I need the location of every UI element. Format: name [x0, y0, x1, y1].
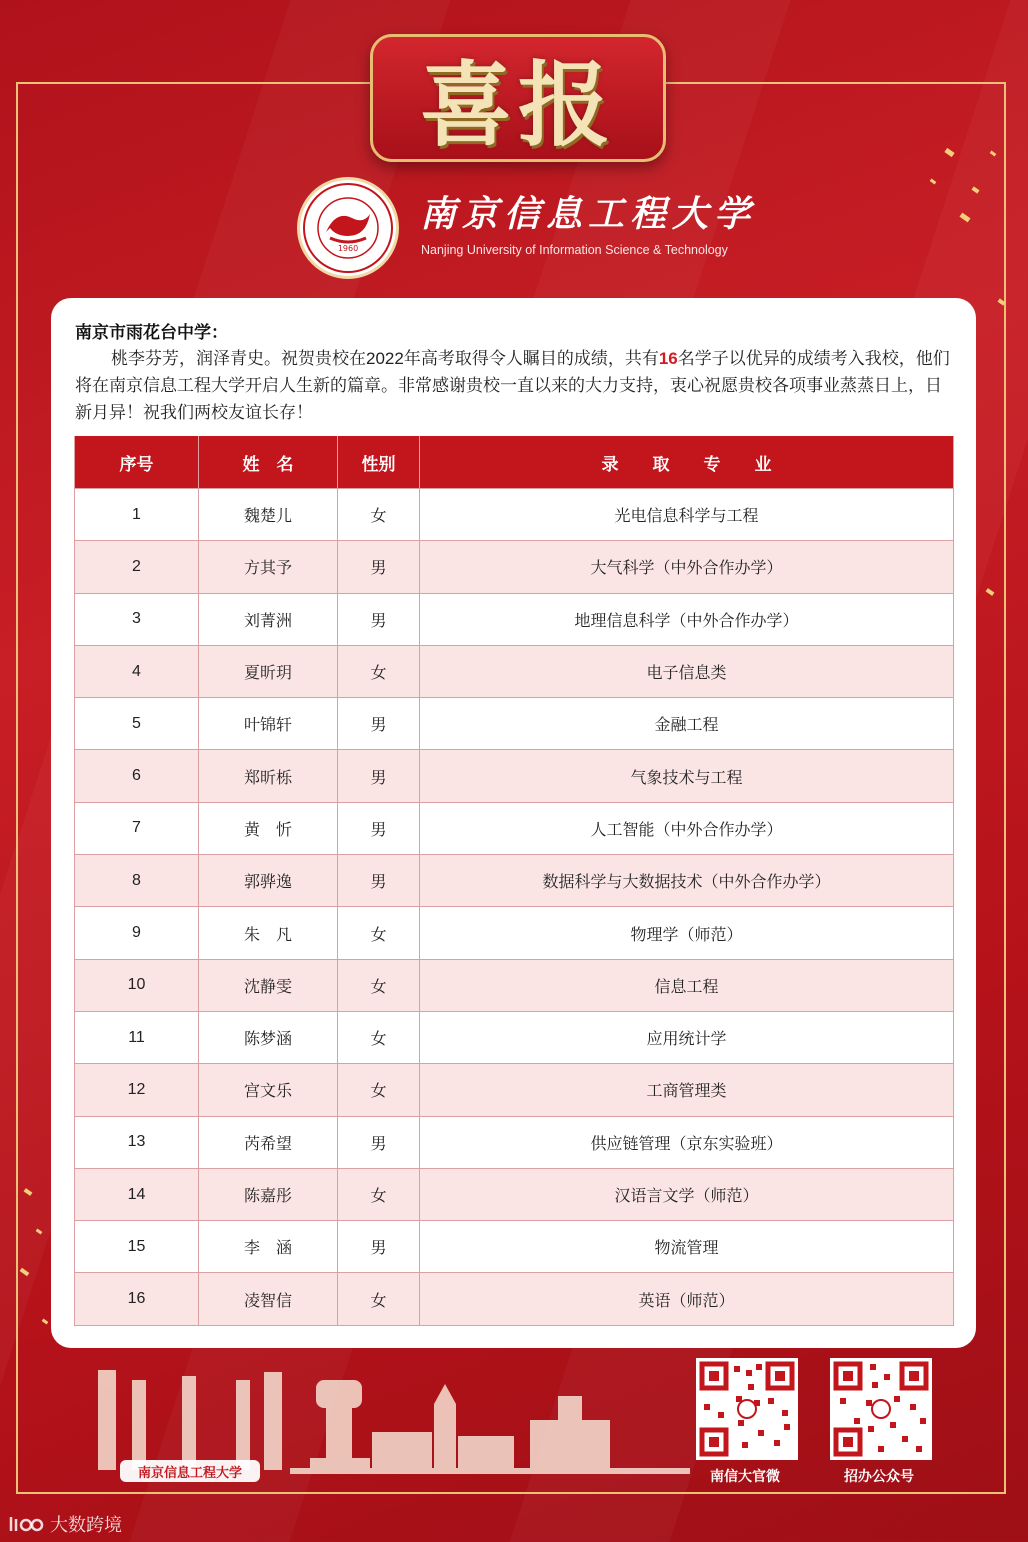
cell-gender: 女	[338, 489, 420, 541]
cell-name: 宫文乐	[199, 1064, 338, 1116]
cell-name: 芮希望	[199, 1116, 338, 1168]
skyline-university-name: 南京信息工程大学	[137, 1466, 243, 1481]
cell-major: 信息工程	[420, 959, 954, 1011]
cell-name: 李 涵	[199, 1221, 338, 1273]
cell-major: 数据科学与大数据技术（中外合作办学）	[420, 855, 954, 907]
cell-index: 3	[75, 593, 199, 645]
cell-name: 郑昕栎	[199, 750, 338, 802]
cell-gender: 男	[338, 855, 420, 907]
cell-index: 15	[75, 1221, 199, 1273]
cell-major: 物理学（师范）	[420, 907, 954, 959]
cell-index: 10	[75, 959, 199, 1011]
cell-index: 9	[75, 907, 199, 959]
cell-name: 叶锦轩	[199, 698, 338, 750]
cell-index: 13	[75, 1116, 199, 1168]
cell-name: 夏昕玥	[199, 645, 338, 697]
qr-caption-weibo: 南信大官微	[710, 1469, 780, 1485]
table-row	[75, 489, 954, 541]
cell-major: 工商管理类	[420, 1064, 954, 1116]
recipient-school: 南京市雨花台中学：	[75, 323, 228, 343]
cell-name: 陈梦涵	[199, 1011, 338, 1063]
cell-name: 朱 凡	[199, 907, 338, 959]
table-row	[75, 645, 954, 697]
cell-index: 14	[75, 1168, 199, 1220]
qr-code-admissions-account[interactable]	[830, 1358, 932, 1460]
cell-gender: 男	[338, 698, 420, 750]
cell-major: 物流管理	[420, 1221, 954, 1273]
header-gender: 性别	[338, 436, 420, 489]
cell-major: 气象技术与工程	[420, 750, 954, 802]
watermark-logo-icon	[8, 1514, 44, 1534]
cell-gender: 女	[338, 1011, 420, 1063]
cell-gender: 女	[338, 907, 420, 959]
admission-table	[74, 436, 954, 1326]
cell-name: 黄 忻	[199, 802, 338, 854]
cell-major: 汉语言文学（师范）	[420, 1168, 954, 1220]
cell-name: 方其予	[199, 541, 338, 593]
source-watermark	[8, 1511, 122, 1537]
cell-name: 郭骅逸	[199, 855, 338, 907]
campus-skyline-illustration	[0, 1340, 700, 1500]
cell-name: 凌智信	[199, 1273, 338, 1325]
cell-major: 供应链管理（京东实验班）	[420, 1116, 954, 1168]
cell-index: 5	[75, 698, 199, 750]
table-row	[75, 750, 954, 802]
table-header-row	[75, 436, 954, 489]
header-index: 序号	[75, 436, 199, 489]
cell-gender: 男	[338, 802, 420, 854]
letter-text-before: 桃李芬芳，润泽青史。祝贺贵校在2022年高考取得令人瞩目的成绩，共有	[111, 349, 659, 368]
table-row	[75, 593, 954, 645]
seal-year: 1960	[337, 244, 359, 253]
cell-major: 地理信息科学（中外合作办学）	[420, 593, 954, 645]
cell-major: 英语（师范）	[420, 1273, 954, 1325]
university-seal-logo	[297, 177, 399, 279]
cell-index: 11	[75, 1011, 199, 1063]
table-row	[75, 802, 954, 854]
university-name-cn: 南京信息工程大学	[420, 193, 757, 235]
table-row	[75, 855, 954, 907]
cell-gender: 男	[338, 541, 420, 593]
watermark-text: 大数跨境	[50, 1515, 122, 1536]
cell-index: 6	[75, 750, 199, 802]
header-major: 录 取 专 业	[420, 436, 954, 489]
admitted-count: 16	[658, 349, 678, 368]
cell-index: 1	[75, 489, 199, 541]
cell-gender: 女	[338, 959, 420, 1011]
cell-gender: 女	[338, 1064, 420, 1116]
qr-caption-admissions: 招办公众号	[844, 1469, 914, 1485]
table-row	[75, 1116, 954, 1168]
cell-index: 2	[75, 541, 199, 593]
table-row	[75, 1011, 954, 1063]
qr-code-official-weibo[interactable]	[696, 1358, 798, 1460]
banner-title: 喜报	[419, 51, 616, 159]
table-row	[75, 1064, 954, 1116]
good-news-banner	[370, 34, 666, 162]
cell-index: 7	[75, 802, 199, 854]
cell-name: 刘菁洲	[199, 593, 338, 645]
cell-gender: 男	[338, 1116, 420, 1168]
cell-name: 魏楚儿	[199, 489, 338, 541]
cell-gender: 女	[338, 1273, 420, 1325]
cell-major: 金融工程	[420, 698, 954, 750]
table-row	[75, 1168, 954, 1220]
cell-name: 陈嘉彤	[199, 1168, 338, 1220]
cell-gender: 女	[338, 645, 420, 697]
qr-code-icon	[698, 1360, 796, 1458]
cell-major: 大气科学（中外合作办学）	[420, 541, 954, 593]
cell-gender: 男	[338, 593, 420, 645]
cell-major: 电子信息类	[420, 645, 954, 697]
cell-gender: 女	[338, 1168, 420, 1220]
cell-index: 12	[75, 1064, 199, 1116]
table-row	[75, 907, 954, 959]
cell-gender: 男	[338, 750, 420, 802]
letter-text-after: 名学子以优异的成绩考入我校，他们将在南京信息工程大学开启人生新的篇章。非常感谢贵校一直以来的大力支持，衷心祝愿贵校各项事业蒸蒸日上，日新月异！祝我们两校友谊长存！	[75, 349, 950, 422]
university-name-en: Nanjing University of Information Science & Technology	[421, 243, 728, 257]
cell-major: 人工智能（中外合作办学）	[420, 802, 954, 854]
table-row	[75, 959, 954, 1011]
table-row	[75, 541, 954, 593]
cell-index: 8	[75, 855, 199, 907]
table-row	[75, 1221, 954, 1273]
table-row	[75, 698, 954, 750]
cell-major: 应用统计学	[420, 1011, 954, 1063]
cell-index: 16	[75, 1273, 199, 1325]
qr-code-icon	[832, 1360, 930, 1458]
congratulation-paragraph	[75, 345, 955, 426]
cell-gender: 男	[338, 1221, 420, 1273]
header-name: 姓 名	[199, 436, 338, 489]
cell-major: 光电信息科学与工程	[420, 489, 954, 541]
table-row	[75, 1273, 954, 1325]
seal-emblem-icon	[300, 180, 396, 276]
cell-index: 4	[75, 645, 199, 697]
cell-name: 沈静雯	[199, 959, 338, 1011]
